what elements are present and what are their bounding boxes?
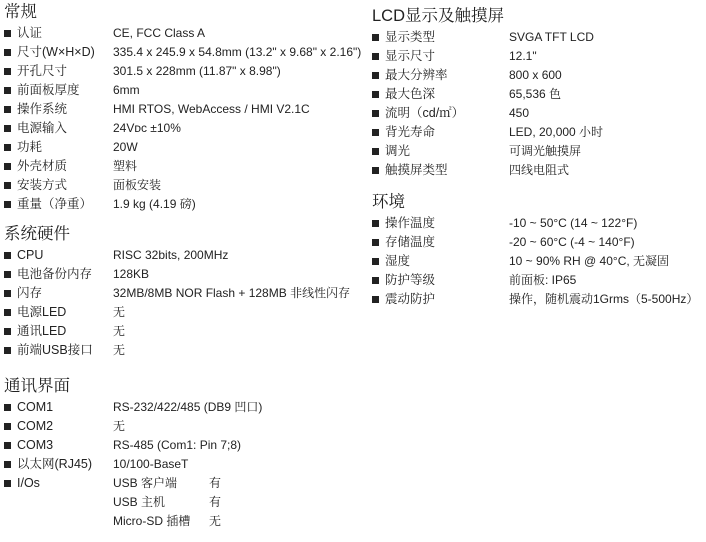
square-bullet-icon	[4, 480, 11, 487]
section-title-system: 系统硬件	[4, 225, 70, 243]
spec-row-flash: 闪存 32MB/8MB NOR Flash + 128MB 非线性闪存	[4, 284, 364, 303]
square-bullet-icon	[4, 328, 11, 335]
square-bullet-icon	[372, 239, 379, 246]
section-title-environment: 环境	[372, 193, 405, 211]
spec-row-battery-memory: 电池备份内存 128KB	[4, 265, 364, 284]
square-bullet-icon	[4, 106, 11, 113]
spec-row-touch-type: 触摸屏类型 四线电阻式	[372, 161, 702, 180]
env-spec-list	[372, 214, 702, 309]
square-bullet-icon	[4, 252, 11, 259]
square-bullet-icon	[372, 296, 379, 303]
square-bullet-icon	[4, 309, 11, 316]
square-bullet-icon	[4, 347, 11, 354]
spec-row-weight: 重量（净重） 1.9 kg (4.19 磅)	[4, 195, 364, 214]
spec-row-com3: COM3 RS-485 (Com1: Pin 7;8)	[4, 436, 364, 455]
square-bullet-icon	[4, 423, 11, 430]
section-title-general: 常规	[4, 3, 37, 21]
square-bullet-icon	[4, 271, 11, 278]
square-bullet-icon	[4, 201, 11, 208]
square-bullet-icon	[372, 53, 379, 60]
square-bullet-icon	[372, 110, 379, 117]
left-column	[4, 0, 364, 531]
spec-row-com1: COM1 RS-232/422/485 (DB9 凹口)	[4, 398, 364, 417]
spec-row-dimensions: 尺寸(W×H×D) 335.4 x 245.9 x 54.8mm (13.2" x 9.68" x 2.16")	[4, 43, 364, 62]
square-bullet-icon	[4, 144, 11, 151]
spec-row-comm-led: 通讯LED 无	[4, 322, 364, 341]
square-bullet-icon	[4, 404, 11, 411]
square-bullet-icon	[372, 220, 379, 227]
comm-spec-list	[4, 398, 364, 531]
spec-row-os: 操作系统 HMI RTOS, WebAccess / HMI V2.1C	[4, 100, 364, 119]
square-bullet-icon	[372, 91, 379, 98]
lcd-spec-list	[372, 28, 702, 180]
spec-row-protection: 防护等级 前面板: IP65	[372, 271, 702, 290]
spec-row-humidity: 湿度 10 ~ 90% RH @ 40°C, 无凝固	[372, 252, 702, 271]
spec-row-mounting: 安装方式 面板安装	[4, 176, 364, 195]
square-bullet-icon	[4, 461, 11, 468]
spec-row-housing: 外壳材质 塑料	[4, 157, 364, 176]
square-bullet-icon	[4, 87, 11, 94]
section-title-comm: 通讯界面	[4, 377, 70, 395]
spec-row-backlight-life: 背光寿命 LED, 20,000 小时	[372, 123, 702, 142]
spec-row-ios-usb-host: USB 主机 有	[113, 495, 222, 509]
square-bullet-icon	[372, 148, 379, 155]
spec-row-max-resolution: 最大分辨率 800 x 600	[372, 66, 702, 85]
square-bullet-icon	[372, 258, 379, 265]
square-bullet-icon	[372, 277, 379, 284]
spec-row-power-consumption: 功耗 20W	[4, 138, 364, 157]
general-spec-list	[4, 24, 364, 214]
square-bullet-icon	[4, 182, 11, 189]
spec-row-certification: 认证 CE, FCC Class A	[4, 24, 364, 43]
spec-row-power-led: 电源LED 无	[4, 303, 364, 322]
system-spec-list	[4, 246, 364, 360]
spec-row-ios-usb-client: I/Os USB 客户端 有	[4, 474, 364, 493]
square-bullet-icon	[4, 30, 11, 37]
spec-row-cpu: CPU RISC 32bits, 200MHz	[4, 246, 364, 265]
spec-row-panel-thickness: 前面板厚度 6mm	[4, 81, 364, 100]
spec-row-power-input: 电源输入 24Vᴅᴄ ±10%	[4, 119, 364, 138]
square-bullet-icon	[372, 129, 379, 136]
square-bullet-icon	[372, 72, 379, 79]
spec-row-operating-temp: 操作温度 -10 ~ 50°C (14 ~ 122°F)	[372, 214, 702, 233]
square-bullet-icon	[372, 34, 379, 41]
spec-row-storage-temp: 存储温度 -20 ~ 60°C (-4 ~ 140°F)	[372, 233, 702, 252]
spec-row-color-depth: 最大色深 65,536 色	[372, 85, 702, 104]
spec-row-ios-microsd: Micro-SD 插槽 无	[113, 514, 222, 528]
square-bullet-icon	[4, 163, 11, 170]
spec-row-ethernet: 以太网(RJ45) 10/100-BaseT	[4, 455, 364, 474]
section-title-lcd: LCD显示及触摸屏	[372, 7, 505, 25]
spec-row-dimming: 调光 可调光触摸屏	[372, 142, 702, 161]
spec-row-cutout: 开孔尺寸 301.5 x 228mm (11.87" x 8.98")	[4, 62, 364, 81]
spec-row-luminance: 流明（cd/㎡） 450	[372, 104, 702, 123]
spec-row-vibration: 震动防护 操作，随机震动1Grms（5-500Hz）	[372, 290, 702, 309]
square-bullet-icon	[4, 442, 11, 449]
spec-row-display-type: 显示类型 SVGA TFT LCD	[372, 28, 702, 47]
square-bullet-icon	[4, 125, 11, 132]
spec-row-display-size: 显示尺寸 12.1"	[372, 47, 702, 66]
square-bullet-icon	[4, 290, 11, 297]
right-column	[372, 0, 702, 309]
square-bullet-icon	[372, 167, 379, 174]
spec-row-com2: COM2 无	[4, 417, 364, 436]
square-bullet-icon	[4, 49, 11, 56]
square-bullet-icon	[4, 68, 11, 75]
spec-row-front-usb: 前端USB接口 无	[4, 341, 364, 360]
